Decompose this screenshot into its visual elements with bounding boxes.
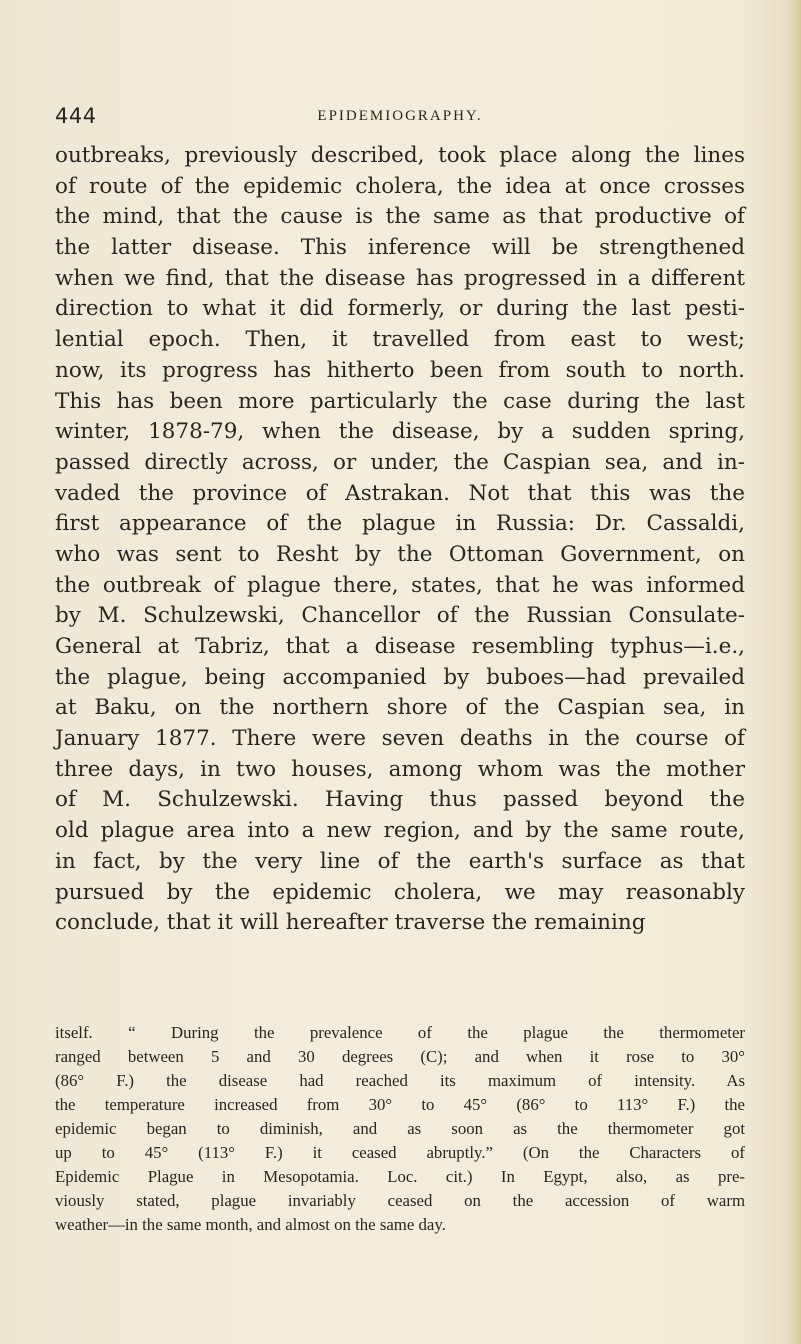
page-header (55, 104, 745, 134)
text-line: vaded the province of Astrakan. Not that this was the (55, 480, 745, 506)
running-title: EPIDEMIOGRAPHY. (317, 108, 483, 124)
text-line: old plague area into a new region, and by the same route, (55, 818, 745, 844)
text-line: when we find, that the disease has progressed in a different (55, 265, 745, 291)
text-line: at Baku, on the northern shore of the Caspian sea, in (55, 695, 745, 721)
page-number: 444 (55, 104, 97, 128)
text-line: of route of the epidemic cholera, the idea at once crosses (55, 173, 745, 199)
text-line: winter, 1878-79, when the disease, by a sudden spring, (55, 419, 745, 445)
text-line: three days, in two houses, among whom was the mother (55, 756, 745, 782)
text-line: first appearance of the plague in Russia: Dr. Cassaldi, (55, 511, 745, 537)
footnote-line: itself. “ During the prevalence of the plague the thermometer (55, 1023, 745, 1042)
footnote-line: viously stated, plague invariably ceased on the accession of warm (55, 1191, 745, 1210)
text-line: pursued by the epidemic cholera, we may reasonably (55, 879, 745, 905)
text-line: General at Tabriz, that a disease resembling typhus—i.e., (55, 634, 745, 659)
page-edge (785, 0, 801, 1344)
text-line: January 1877. There were seven deaths in the course of (55, 726, 745, 752)
footnote-line: up to 45° (113° F.) it ceased abruptly.” (On the Characters of (55, 1143, 745, 1162)
text-line: conclude, that it will hereafter traverse the remaining (55, 910, 646, 936)
text-line: direction to what it did formerly, or during the last pesti- (55, 296, 745, 322)
footnote-line: the temperature increased from 30° to 45° (86° to 113° F.) the (55, 1095, 745, 1114)
footnote-line: epidemic began to diminish, and as soon as the thermometer got (55, 1119, 745, 1138)
text-line: passed directly across, or under, the Caspian sea, and in- (55, 449, 745, 475)
text-line: of M. Schulzewski. Having thus passed beyond the (55, 787, 745, 813)
text-line: who was sent to Resht by the Ottoman Government, on (55, 541, 745, 567)
text-line: now, its progress has hitherto been from south to north. (55, 357, 745, 383)
text-line: the outbreak of plague there, states, that he was informed (55, 572, 745, 598)
footnote-line: weather—in the same month, and almost on the same day. (55, 1215, 446, 1234)
footnote (55, 1021, 745, 1237)
text-line: by M. Schulzewski, Chancellor of the Russian Consulate- (55, 603, 745, 629)
text-line: the latter disease. This inference will be strengthened (55, 235, 745, 261)
footnote-line: Epidemic Plague in Mesopotamia. Loc. cit.) In Egypt, also, as pre- (55, 1167, 745, 1186)
text-line: in fact, by the very line of the earth's surface as that (55, 848, 745, 874)
text-line: the plague, being accompanied by buboes—had prevailed (55, 664, 745, 690)
text-line: This has been more particularly the case during the last (55, 388, 745, 414)
footnote-line: (86° F.) the disease had reached its maximum of intensity. As (55, 1071, 745, 1090)
text-line: outbreaks, previously described, took place along the lines (55, 143, 745, 168)
text-line: the mind, that the cause is the same as that productive of (55, 204, 745, 230)
main-text (55, 141, 745, 939)
footnote-line: ranged between 5 and 30 degrees (C); and when it rose to 30° (55, 1047, 745, 1066)
text-line: lential epoch. Then, it travelled from east to west; (55, 327, 745, 353)
